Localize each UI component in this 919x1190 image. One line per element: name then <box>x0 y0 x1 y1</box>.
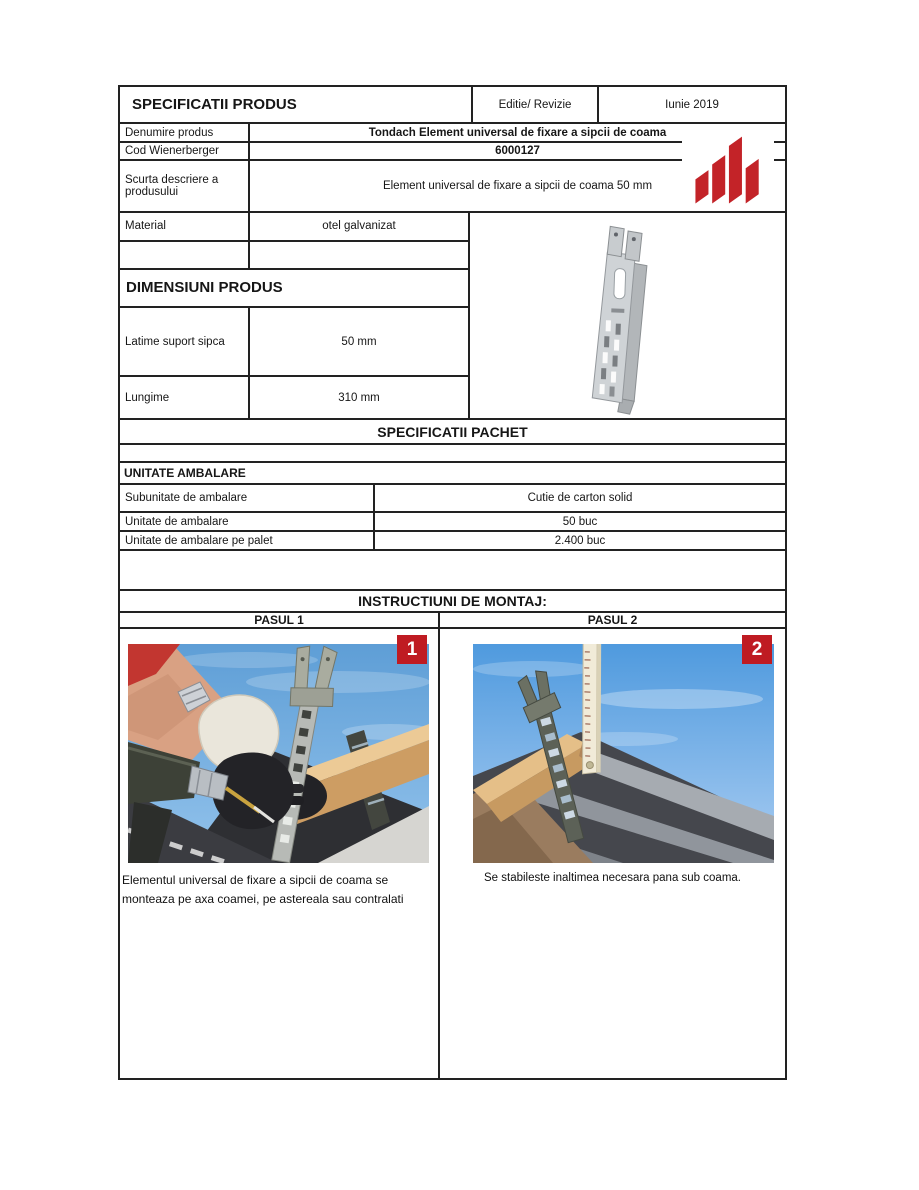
package-band-table <box>118 418 787 445</box>
product-description-label: Scurta descriere a produsului <box>119 160 249 212</box>
step-2-photo-image <box>473 644 774 863</box>
package-row-label: Subunitate de ambalare <box>119 484 374 512</box>
dimension-row-label: Latime suport sipca <box>119 307 249 376</box>
package-unit-title: UNITATE AMBALARE <box>119 462 786 484</box>
step-2-caption: Se stabileste inaltimea necesara pana sub coama. <box>484 872 741 884</box>
instructions-band-table <box>118 589 787 613</box>
step-1-photo <box>128 639 429 863</box>
spacer-row <box>119 550 786 590</box>
empty-value-cell <box>249 241 469 269</box>
step-2-number-badge: 2 <box>742 635 772 664</box>
step-2-cell <box>439 628 786 1079</box>
package-row-value: 50 buc <box>374 512 786 531</box>
package-table <box>118 443 787 591</box>
product-image-cell <box>469 212 786 419</box>
wienerberger-logo <box>682 125 774 209</box>
step-1-photo-image <box>128 644 429 863</box>
step-2-photo <box>473 639 774 863</box>
dimension-row-label: Lungime <box>119 376 249 419</box>
wienerberger-logo-icon <box>688 133 768 209</box>
header-table <box>118 85 787 124</box>
edition-value: Iunie 2019 <box>598 86 786 123</box>
spec-sheet <box>118 85 785 1080</box>
steps-table <box>118 611 787 1080</box>
step-1-number-badge: 1 <box>397 635 427 664</box>
instructions-title: INSTRUCTIUNI DE MONTAJ: <box>119 590 786 612</box>
edition-label: Editie/ Revizie <box>472 86 598 123</box>
product-description-value: Element universal de fixare a sipcii de coama 50 mm <box>249 160 786 212</box>
dimensions-table <box>118 211 787 420</box>
empty-label-cell <box>119 241 249 269</box>
product-photo-bracket <box>573 225 683 415</box>
step-1-caption: Elementul universal de fixare a sipcii de coama se monteaza pe axa coamei, pe astereala sau contralati <box>122 873 404 906</box>
material-label: Material <box>119 212 249 241</box>
product-code-value: 6000127 <box>249 142 786 160</box>
spacer-row <box>119 444 786 462</box>
product-name-value: Tondach Element universal de fixare a sipcii de coama <box>249 123 786 142</box>
package-row-value: 2.400 buc <box>374 531 786 550</box>
page-title: SPECIFICATII PRODUS <box>119 86 472 123</box>
product-code-label: Cod Wienerberger <box>119 142 249 160</box>
package-row-label: Unitate de ambalare <box>119 512 374 531</box>
step-2-header: PASUL 2 <box>439 612 786 628</box>
dimension-row-value: 50 mm <box>249 307 469 376</box>
package-title: SPECIFICATII PACHET <box>119 419 786 444</box>
dimension-row-value: 310 mm <box>249 376 469 419</box>
product-name-label: Denumire produs <box>119 123 249 142</box>
package-row-label: Unitate de ambalare pe palet <box>119 531 374 550</box>
step-1-header: PASUL 1 <box>119 612 439 628</box>
step-1-cell <box>119 628 439 1079</box>
dimensions-title: DIMENSIUNI PRODUS <box>119 269 469 307</box>
package-row-value: Cutie de carton solid <box>374 484 786 512</box>
material-value: otel galvanizat <box>249 212 469 241</box>
